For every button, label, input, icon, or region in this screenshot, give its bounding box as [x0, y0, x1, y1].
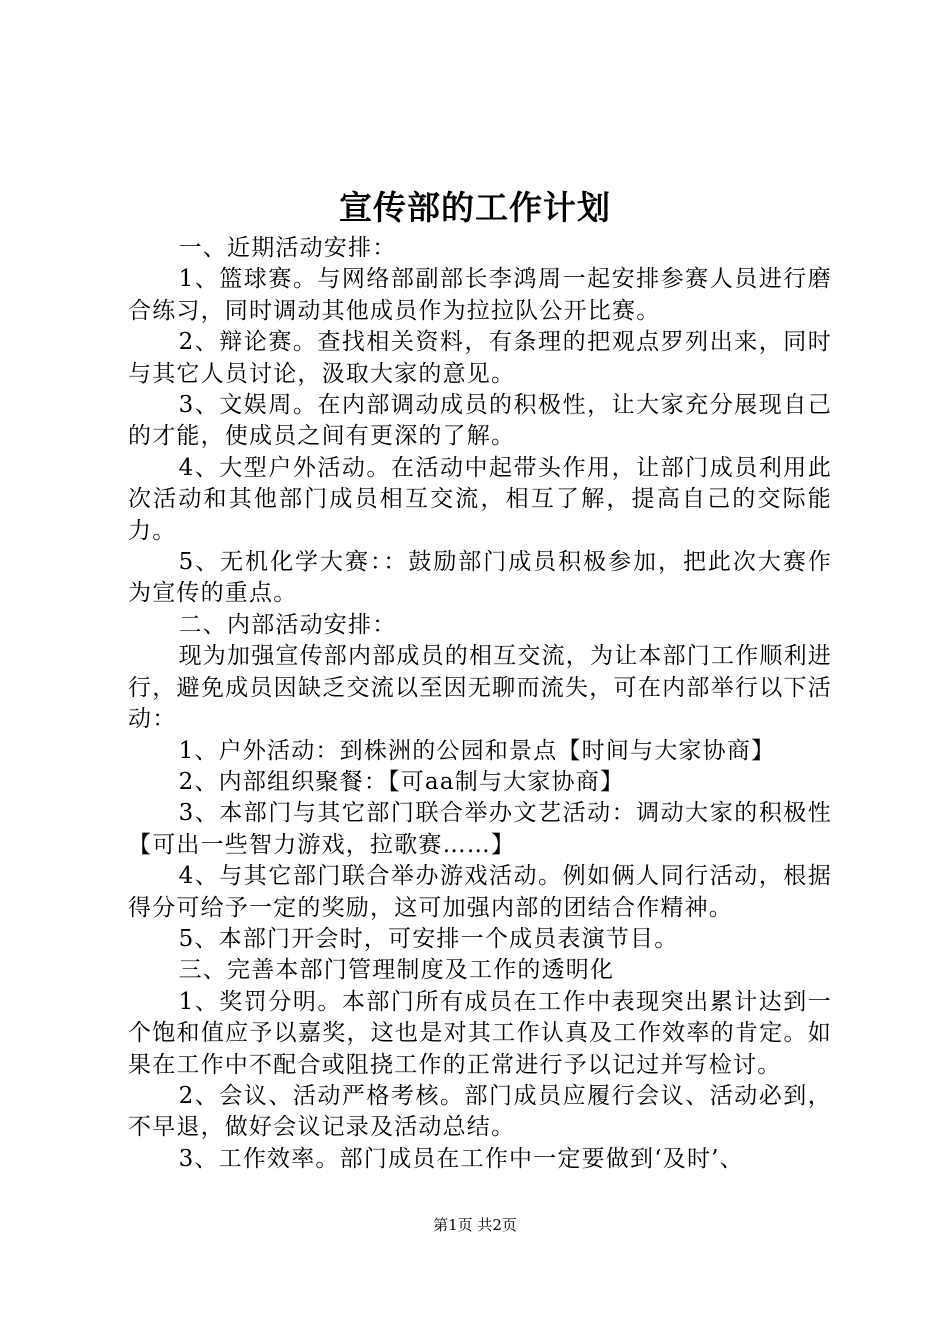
- paragraph: 3、本部门与其它部门联合举办文艺活动：调动大家的积极性【可出一些智力游戏，拉歌赛……】: [128, 800, 832, 858]
- document-title: 宣传部的工作计划: [339, 188, 611, 227]
- paragraph: 一、近期活动安排：: [178, 235, 397, 261]
- paragraph: 2、会议、活动严格考核。部门成员应履行会议、活动必到，不早退，做好会议记录及活动总结。: [128, 1082, 832, 1141]
- paragraph: 2、辩论赛。查找相关资料，有条理的把观点罗列出来，同时与其它人员讨论，汲取大家的意见。: [128, 329, 832, 387]
- document-body: [128, 233, 832, 1175]
- paragraph: 1、奖罚分明。本部门所有成员在工作中表现突出累计达到一个饱和值应予以嘉奖，这也是对其工作认真及工作效率的肯定。如果在工作中不配合或阻挠工作的正常进行予以记过并写检讨。: [128, 988, 832, 1078]
- paragraph: 5、无机化学大赛：：鼓励部门成员积极参加，把此次大赛作为宣传的重点。: [128, 549, 832, 607]
- paragraph: 三、完善本部门管理制度及工作的透明化: [178, 957, 615, 984]
- paragraph: 4、大型户外活动。在活动中起带头作用，让部门成员利用此次活动和其他部门成员相互交流，相互了解，提高自己的交际能力。: [128, 454, 832, 544]
- paragraph: 二、内部活动安排：: [178, 611, 397, 638]
- paragraph: 4、与其它部门联合举办游戏活动。例如俩人同行活动，根据得分可给予一定的奖励，这可加强内部的团结合作精神。: [128, 863, 832, 921]
- paragraph: 3、工作效率。部门成员在工作中一定要做到‘及时’、: [178, 1145, 744, 1172]
- paragraph: 1、篮球赛。与网络部副部长李鸿周一起安排参赛人员进行磨合练习，同时调动其他成员作为拉拉队公开比赛。: [128, 266, 832, 324]
- paragraph: 1、户外活动：到株洲的公园和景点【时间与大家协商】: [178, 737, 776, 764]
- paragraph: 3、文娱周。在内部调动成员的积极性，让大家充分展现自己的才能，使成员之间有更深的了解。: [128, 392, 832, 450]
- paragraph: 5、本部门开会时，可安排一个成员表演节目。: [178, 925, 679, 952]
- paragraph: 现为加强宣传部内部成员的相互交流，为让本部门工作顺利进行，避免成员因缺乏交流以至因无聊而流失，可在内部举行以下活动：: [128, 643, 832, 733]
- paragraph: 2、内部组织聚餐：【可aa制与大家协商】: [178, 768, 625, 795]
- page-footer: 第1页 共2页: [433, 1216, 517, 1234]
